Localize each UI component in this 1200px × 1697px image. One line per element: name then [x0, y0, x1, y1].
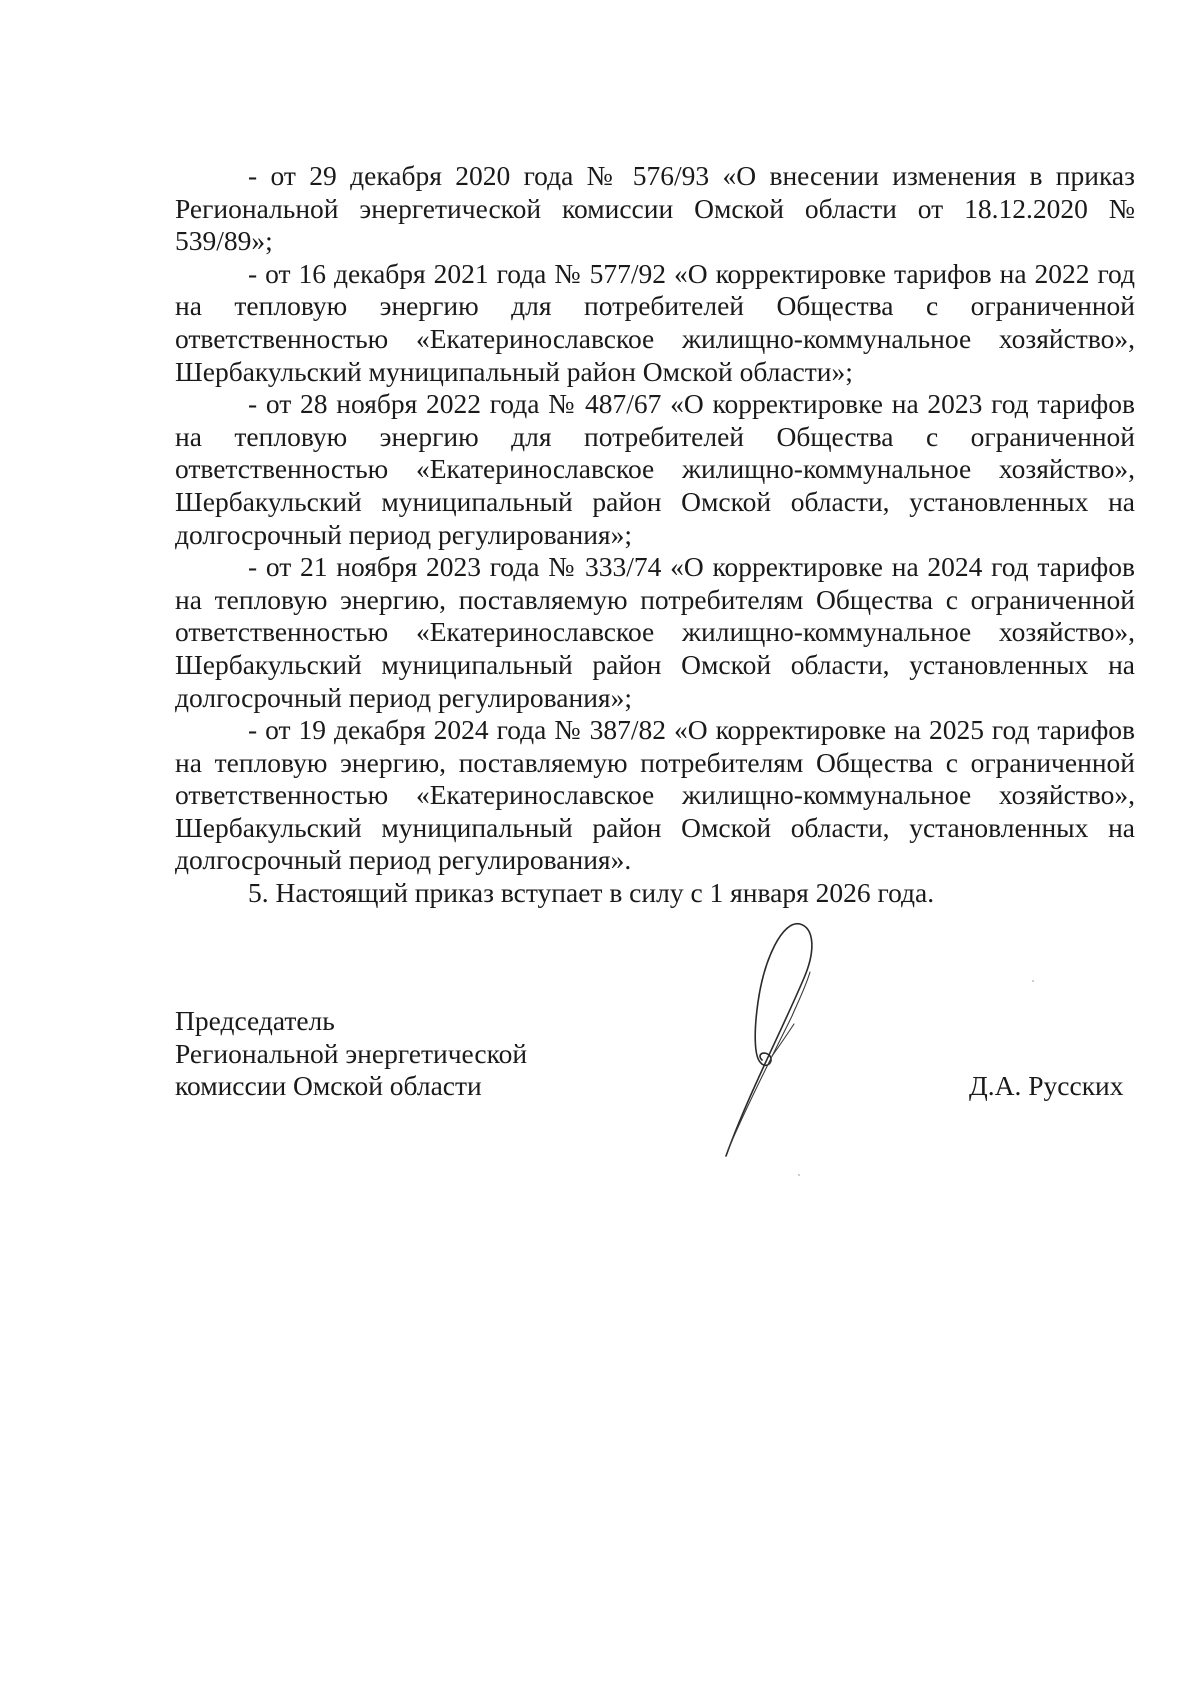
position-line-chairman: Председатель	[175, 1005, 335, 1036]
signatory-position	[175, 1005, 527, 1103]
document-body	[175, 160, 1135, 910]
paragraph-order-2020: - от 29 декабря 2020 года № 576/93 «О внесении изменения в приказ Региональной энергетической комиссии Омской области от 18.12.2020 № 539/89»;	[175, 160, 1135, 257]
paragraph-order-2024: - от 19 декабря 2024 года № 387/82 «О корректировке на 2025 год тарифов на тепловую энергию, поставляемую потребителям Общества с ограниченной ответственностью «Екатеринославское жилищно-коммунальное хозяйство», Шербакульский муниципальный район Омской области, установленных на долгосрочный период регулирования».	[175, 714, 1135, 876]
scan-speck	[798, 1174, 800, 1176]
paragraph-effective-date: 5. Настоящий приказ вступает в силу с 1 января 2026 года.	[248, 877, 935, 909]
signer-name: Д.А. Русских	[969, 1070, 1124, 1101]
position-line-commission: Региональной энергетической	[175, 1037, 528, 1069]
paragraph-order-2023: - от 21 ноября 2023 года № 333/74 «О корректировке на 2024 год тарифов на тепловую энергию, поставляемую потребителям Общества с ограниченной ответственностью «Екатеринославское жилищно-коммунальное хозяйство», Шербакульский муниципальный район Омской области, установленных на долгосрочный период регулирования»;	[175, 551, 1135, 713]
paragraph-order-2021: - от 16 декабря 2021 года № 577/92 «О корректировке тарифов на 2022 год на тепловую энергию для потребителей Общества с ограниченной ответственностью «Екатеринославское жилищно-коммунальное хозяйство», Шербакульский муниципальный район Омской области»;	[175, 257, 1135, 387]
scan-speck	[1032, 980, 1034, 982]
paragraph-order-2022: - от 28 ноября 2022 года № 487/67 «О корректировке на 2023 год тарифов на тепловую энергию для потребителей Общества с ограниченной ответственностью «Екатеринославское жилищно-коммунальное хозяйство», Шербакульский муниципальный район Омской области, установленных на долгосрочный период регулирования»;	[175, 388, 1135, 550]
position-line-region: комиссии Омской области	[175, 1070, 482, 1102]
handwritten-signature-icon	[720, 920, 870, 1170]
